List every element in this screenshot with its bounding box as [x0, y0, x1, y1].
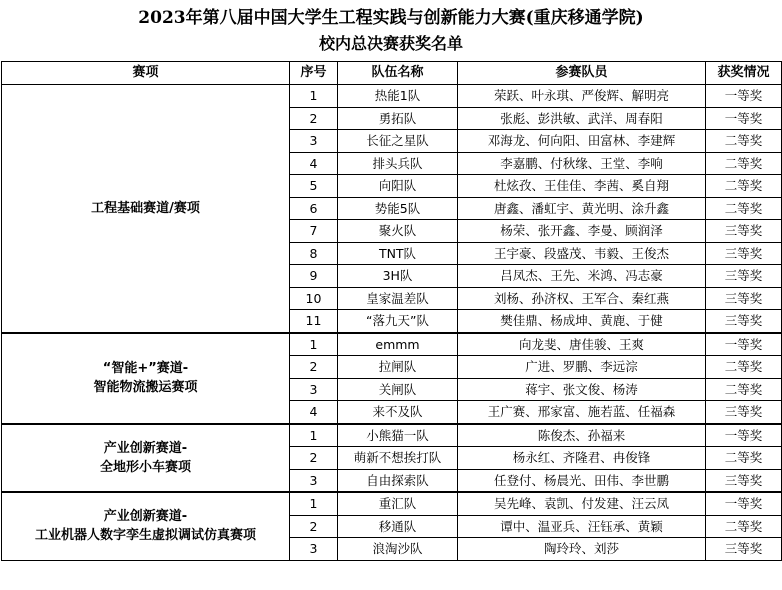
row-no: 4	[290, 401, 338, 424]
row-members: 唐鑫、潘虹宇、黄光明、涂升鑫	[458, 197, 706, 220]
row-team: “落九天”队	[338, 310, 458, 333]
track-label-line1: 产业创新赛道-	[103, 509, 188, 525]
row-team: 长征之星队	[338, 130, 458, 153]
track-label: 工程基础赛道/赛项	[91, 200, 200, 216]
row-award: 三等奖	[706, 242, 782, 265]
document-title: 2023年第八届中国大学生工程实践与创新能力大赛(重庆移通学院)	[138, 8, 644, 28]
row-members: 樊佳鼎、杨成坤、黄鹿、于健	[458, 310, 706, 333]
row-award: 一等奖	[706, 492, 782, 515]
award-table	[1, 61, 782, 561]
track-label-line1: 产业创新赛道-	[103, 440, 188, 456]
row-no: 3	[290, 538, 338, 561]
row-award: 二等奖	[706, 197, 782, 220]
row-team: 聚火队	[338, 220, 458, 243]
row-members: 张彪、彭洪敏、武洋、周春阳	[458, 107, 706, 130]
row-members: 陈俊杰、孙福来	[458, 424, 706, 447]
row-award: 三等奖	[706, 538, 782, 561]
row-no: 1	[290, 333, 338, 356]
row-team: 移通队	[338, 515, 458, 538]
row-award: 一等奖	[706, 107, 782, 130]
row-team: TNT队	[338, 242, 458, 265]
row-members: 杜炫孜、王佳佳、李茜、奚自翔	[458, 175, 706, 198]
row-members: 杨荣、张开鑫、李曼、顾润泽	[458, 220, 706, 243]
row-no: 6	[290, 197, 338, 220]
track-label-line2: 全地形小车赛项	[99, 459, 191, 475]
row-team: 小熊猫一队	[338, 424, 458, 447]
row-award: 二等奖	[706, 175, 782, 198]
track-cell	[2, 424, 290, 493]
row-team: 皇家温差队	[338, 287, 458, 310]
row-no: 3	[290, 469, 338, 492]
header-award: 获奖情况	[706, 62, 782, 85]
track-label-line1: “智能+”赛道-	[102, 361, 189, 376]
row-award: 三等奖	[706, 310, 782, 333]
track-cell	[2, 492, 290, 560]
header-track: 赛项	[2, 62, 290, 85]
row-award: 一等奖	[706, 333, 782, 356]
row-team: 来不及队	[338, 401, 458, 424]
row-members: 陶玲玲、刘莎	[458, 538, 706, 561]
table-row	[2, 424, 782, 447]
row-no: 5	[290, 175, 338, 198]
row-award: 二等奖	[706, 447, 782, 470]
table-header-row	[2, 62, 782, 85]
row-no: 9	[290, 265, 338, 288]
row-members: 邓海龙、何向阳、田富林、李建辉	[458, 130, 706, 153]
row-no: 2	[290, 515, 338, 538]
row-no: 7	[290, 220, 338, 243]
row-no: 2	[290, 107, 338, 130]
row-award: 三等奖	[706, 401, 782, 424]
row-team: 势能5队	[338, 197, 458, 220]
row-team: emmm	[338, 333, 458, 356]
row-team: 热能1队	[338, 85, 458, 108]
track-cell	[2, 333, 290, 424]
header-members: 参赛队员	[458, 62, 706, 85]
row-team: 拉闸队	[338, 356, 458, 379]
table-row	[2, 85, 782, 108]
row-award: 三等奖	[706, 265, 782, 288]
row-team: 自由探索队	[338, 469, 458, 492]
row-members: 任登付、杨晨光、田伟、李世鹏	[458, 469, 706, 492]
row-team: 排头兵队	[338, 152, 458, 175]
row-no: 10	[290, 287, 338, 310]
track-cell	[2, 85, 290, 333]
row-members: 吴先峰、袁凯、付发建、汪云凤	[458, 492, 706, 515]
row-members: 王广赛、邢家富、施若蓝、任福森	[458, 401, 706, 424]
row-no: 4	[290, 152, 338, 175]
row-award: 一等奖	[706, 85, 782, 108]
row-no: 1	[290, 492, 338, 515]
track-label-line2: 智能物流搬运赛项	[93, 380, 198, 395]
row-members: 李嘉鹏、付秋缘、王堂、李响	[458, 152, 706, 175]
row-award: 三等奖	[706, 287, 782, 310]
row-team: 3H队	[338, 265, 458, 288]
row-award: 三等奖	[706, 220, 782, 243]
row-no: 1	[290, 424, 338, 447]
row-award: 二等奖	[706, 356, 782, 379]
row-no: 11	[290, 310, 338, 333]
header-no: 序号	[290, 62, 338, 85]
row-team: 勇拓队	[338, 107, 458, 130]
row-members: 杨永红、齐隆君、冉俊锋	[458, 447, 706, 470]
row-award: 三等奖	[706, 469, 782, 492]
row-members: 荣跃、叶永琪、严俊辉、解明亮	[458, 85, 706, 108]
header-team: 队伍名称	[338, 62, 458, 85]
row-no: 2	[290, 447, 338, 470]
row-award: 一等奖	[706, 424, 782, 447]
row-team: 浪淘沙队	[338, 538, 458, 561]
row-award: 二等奖	[706, 378, 782, 401]
row-members: 广进、罗鹏、李远淙	[458, 356, 706, 379]
row-award: 二等奖	[706, 130, 782, 153]
row-no: 1	[290, 85, 338, 108]
row-team: 向阳队	[338, 175, 458, 198]
document-subtitle: 校内总决赛获奖名单	[318, 34, 463, 53]
row-members: 谭中、温亚兵、汪钰承、黄颖	[458, 515, 706, 538]
table-row	[2, 333, 782, 356]
row-award: 二等奖	[706, 515, 782, 538]
row-award: 二等奖	[706, 152, 782, 175]
row-team: 关闸队	[338, 378, 458, 401]
row-no: 2	[290, 356, 338, 379]
row-members: 向龙斐、唐佳骏、王爽	[458, 333, 706, 356]
row-members: 王宇豪、段盛茂、韦毅、王俊杰	[458, 242, 706, 265]
row-members: 刘杨、孙济权、王军合、秦红燕	[458, 287, 706, 310]
row-no: 3	[290, 378, 338, 401]
row-members: 吕凤杰、王先、米鸿、冯志豪	[458, 265, 706, 288]
row-no: 3	[290, 130, 338, 153]
row-team: 重汇队	[338, 492, 458, 515]
row-team: 萌新不想挨打队	[338, 447, 458, 470]
table-row	[2, 492, 782, 515]
row-members: 蒋宇、张文俊、杨涛	[458, 378, 706, 401]
track-label-line2: 工业机器人数字孪生虚拟调试仿真赛项	[34, 528, 256, 544]
row-no: 8	[290, 242, 338, 265]
